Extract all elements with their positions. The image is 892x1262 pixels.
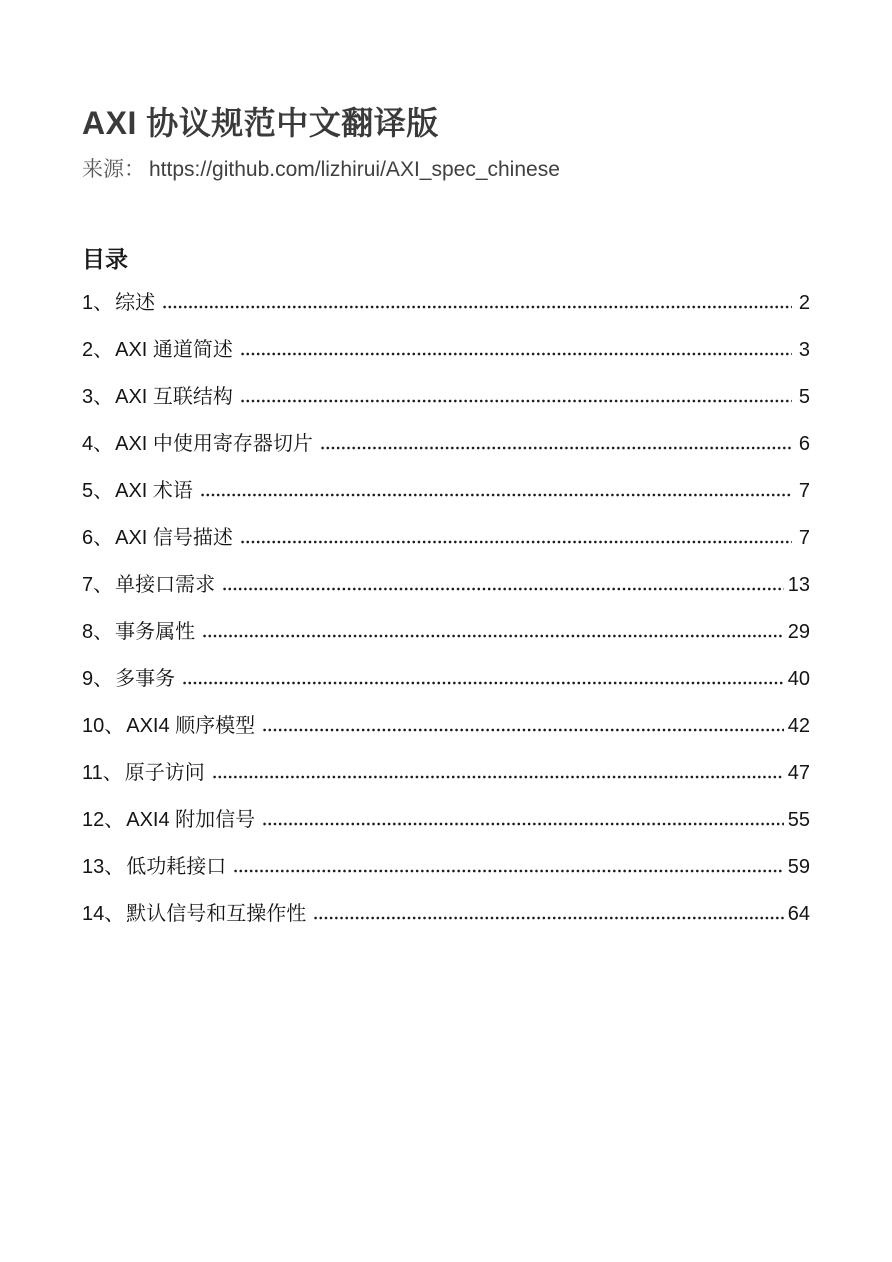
toc-leader-dots: [320, 445, 792, 450]
toc-entry-title: AXI 中使用寄存器切片: [115, 433, 313, 456]
toc-entry-number: 13、: [82, 856, 125, 879]
toc-entry-title: 默认信号和互操作性: [126, 903, 307, 926]
toc-entry-page: 3: [798, 339, 810, 362]
toc-heading: 目录: [82, 245, 128, 272]
toc-entry-title: 单接口需求: [115, 574, 216, 597]
toc-leader-dots: [200, 492, 792, 497]
toc-entry-page: 6: [798, 433, 810, 456]
toc-entry-title: AXI 信号描述: [115, 527, 233, 550]
toc-entry-title: 事务属性: [115, 621, 196, 644]
toc-entry-title: 原子访问: [124, 762, 205, 785]
toc-leader-dots: [222, 586, 784, 591]
toc-row[interactable]: [82, 290, 810, 337]
source-url-link[interactable]: https://github.com/lizhirui/AXI_spec_chinese: [149, 158, 560, 182]
toc-entry-page: 5: [798, 386, 810, 409]
toc-entry-number: 10、: [82, 715, 125, 738]
toc-entry-number: 2、: [82, 339, 114, 362]
toc-entry-title: AXI 通道简述: [115, 339, 233, 362]
toc-leader-dots: [262, 727, 784, 732]
toc-entry-number: 11、: [82, 762, 123, 785]
toc-entry-number: 3、: [82, 386, 114, 409]
toc-entry-page: 29: [787, 621, 810, 644]
toc-row[interactable]: [82, 525, 810, 572]
toc-entry-page: 47: [787, 762, 810, 785]
toc-entry-title: AXI4 顺序模型: [126, 715, 256, 738]
toc-entry-page: 13: [787, 574, 810, 597]
toc-entry-number: 6、: [82, 527, 114, 550]
toc-entry-number: 12、: [82, 809, 125, 832]
toc-leader-dots: [233, 868, 784, 873]
toc-entry-page: 64: [787, 903, 810, 926]
toc-leader-dots: [202, 633, 784, 638]
toc-entry-number: 5、: [82, 480, 114, 503]
toc-list: [82, 290, 810, 948]
toc-entry-number: 14、: [82, 903, 125, 926]
toc-entry-number: 7、: [82, 574, 114, 597]
toc-row[interactable]: [82, 713, 810, 760]
toc-entry-number: 4、: [82, 433, 114, 456]
toc-row[interactable]: [82, 854, 810, 901]
toc-entry-number: 9、: [82, 668, 114, 691]
toc-leader-dots: [240, 539, 792, 544]
toc-entry-title: 低功耗接口: [126, 856, 227, 879]
toc-entry-page: 59: [787, 856, 810, 879]
toc-entry-page: 7: [798, 527, 810, 550]
toc-entry-number: 8、: [82, 621, 114, 644]
toc-entry-page: 55: [787, 809, 810, 832]
toc-entry-title: 综述: [115, 292, 156, 315]
toc-leader-dots: [262, 821, 784, 826]
source-label: 来源：: [82, 158, 145, 182]
toc-row[interactable]: [82, 666, 810, 713]
source-line: [82, 156, 810, 184]
toc-row[interactable]: [82, 760, 810, 807]
toc-entry-title: AXI 互联结构: [115, 386, 233, 409]
toc-row[interactable]: [82, 384, 810, 431]
page-title: AXI 协议规范中文翻译版: [82, 105, 439, 141]
toc-entry-page: 7: [798, 480, 810, 503]
toc-row[interactable]: [82, 431, 810, 478]
toc-row[interactable]: [82, 901, 810, 948]
toc-leader-dots: [240, 351, 792, 356]
toc-leader-dots: [313, 915, 784, 920]
page-content: [82, 0, 810, 948]
toc-leader-dots: [182, 680, 784, 685]
toc-row[interactable]: [82, 619, 810, 666]
toc-entry-title: AXI4 附加信号: [126, 809, 256, 832]
toc-entry-page: 42: [787, 715, 810, 738]
toc-entry-page: 40: [787, 668, 810, 691]
toc-leader-dots: [240, 398, 792, 403]
toc-entry-title: 多事务: [115, 668, 176, 691]
toc-entry-page: 2: [798, 292, 810, 315]
toc-leader-dots: [212, 774, 784, 779]
toc-leader-dots: [162, 304, 792, 309]
toc-row[interactable]: [82, 807, 810, 854]
toc-row[interactable]: [82, 572, 810, 619]
toc-row[interactable]: [82, 478, 810, 525]
toc-row[interactable]: [82, 337, 810, 384]
toc-entry-number: 1、: [82, 292, 114, 315]
toc-entry-title: AXI 术语: [115, 480, 193, 503]
